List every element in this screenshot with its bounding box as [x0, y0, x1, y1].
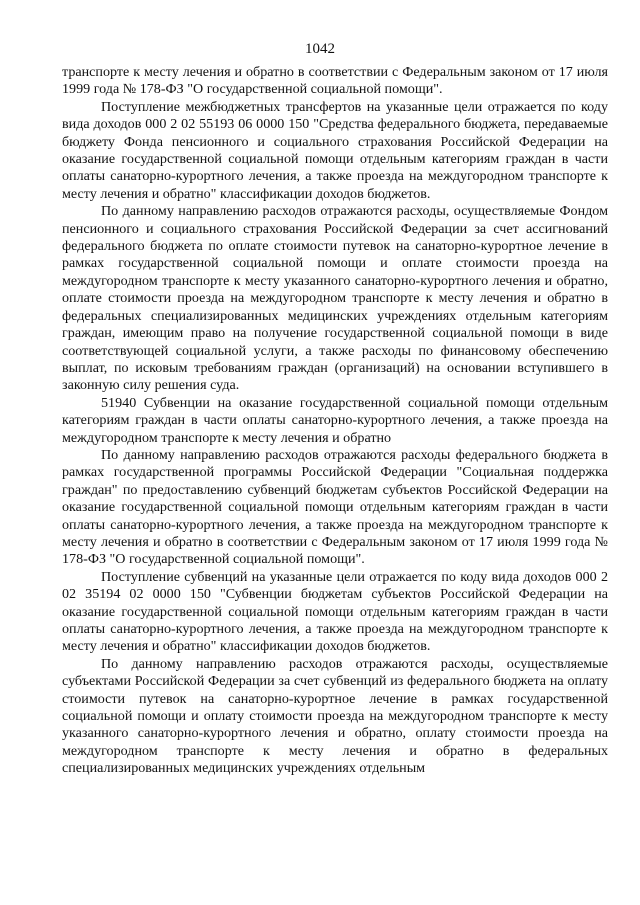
- paragraph-federal-budget-expenses: По данному направлению расходов отражаются расходы федерального бюджета в рамках государственной программы Российской Федерации "Социальная поддержка граждан" по предоставлению субвенций бюджетам субъектов Российской Федерации на оказание государственной социальной помощи отдельным категориям граждан в части оплаты санаторно-курортного лечения, а также проезда на междугородном транспорте к месту лечения и обратно в соответствии с Федеральным законом от 17 июля 1999 года № 178-ФЗ "О государственной социальной помощи".: [62, 446, 608, 568]
- page-number: 1042: [305, 41, 335, 57]
- paragraph-heading-51940: 51940 Субвенции на оказание государственной социальной помощи отдельным категориям граждан в части оплаты санаторно-курортного лечения, а также проезда на междугородном транспорте к месту лечения и обратно: [62, 394, 608, 446]
- document-body: [62, 64, 608, 778]
- paragraph-revenue-code-55193: Поступление межбюджетных трансфертов на указанные цели отражается по коду вида доходов 000 2 02 55193 06 0000 150 "Средства федерального бюджета, передаваемые бюджету Фонда пенсионного и социального страхования Российской Федерации на оказание государственной социальной помощи отдельным категориям граждан в части оплаты санаторно-курортного лечения, а также проезда на междугородном транспорте к месту лечения и обратно" классификации доходов бюджетов.: [62, 98, 608, 202]
- paragraph-regional-expenses: По данному направлению расходов отражаются расходы, осуществляемые субъектами Российской Федерации за счет субвенций из федерального бюджета на оплату стоимости путевок на санаторно-курортное лечение в рамках государственной социальной помощи и оплату стоимости проезда на междугородном транспорте к месту указанного санаторно-курортного лечения и обратно, оплату стоимости проезда на междугородном транспорте к месту лечения и обратно в федеральных специализированных медицинских учреждениях отдельным: [62, 655, 608, 777]
- paragraph-fund-expenses: По данному направлению расходов отражаются расходы, осуществляемые Фондом пенсионного и социального страхования Российской Федерации за счет ассигнований федерального бюджета по оплате стоимости путевок на санаторно-курортное лечение в рамках государственной социальной помощи и оплате стоимости проезда на междугородном транспорте к месту указанного санаторно-курортного лечения и обратно, оплате стоимости проезда на междугородном транспорте к месту лечения и обратно в федеральных специализированных медицинских учреждениях отдельным категориям граждан, имеющим право на получение государственной социальной помощи в виде соответствующей социальной услуги, а также расходы по финансовому обеспечению выплат, по исковым требованиям граждан (организаций) на основании вступившего в законную силу решения суда.: [62, 203, 608, 394]
- paragraph-continuation: транспорте к месту лечения и обратно в соответствии с Федеральным законом от 17 июля 1999 года № 178-ФЗ "О государственной социальной помощи".: [62, 64, 608, 98]
- paragraph-revenue-code-35194: Поступление субвенций на указанные цели отражается по коду вида доходов 000 2 02 35194 02 0000 150 "Субвенции бюджетам субъектов Российской Федерации на оказание государственной социальной помощи отдельным категориям граждан в части оплаты санаторно-курортного лечения, а также проезда на междугородном транспорте к месту лечения и обратно" классификации доходов бюджетов.: [62, 568, 608, 655]
